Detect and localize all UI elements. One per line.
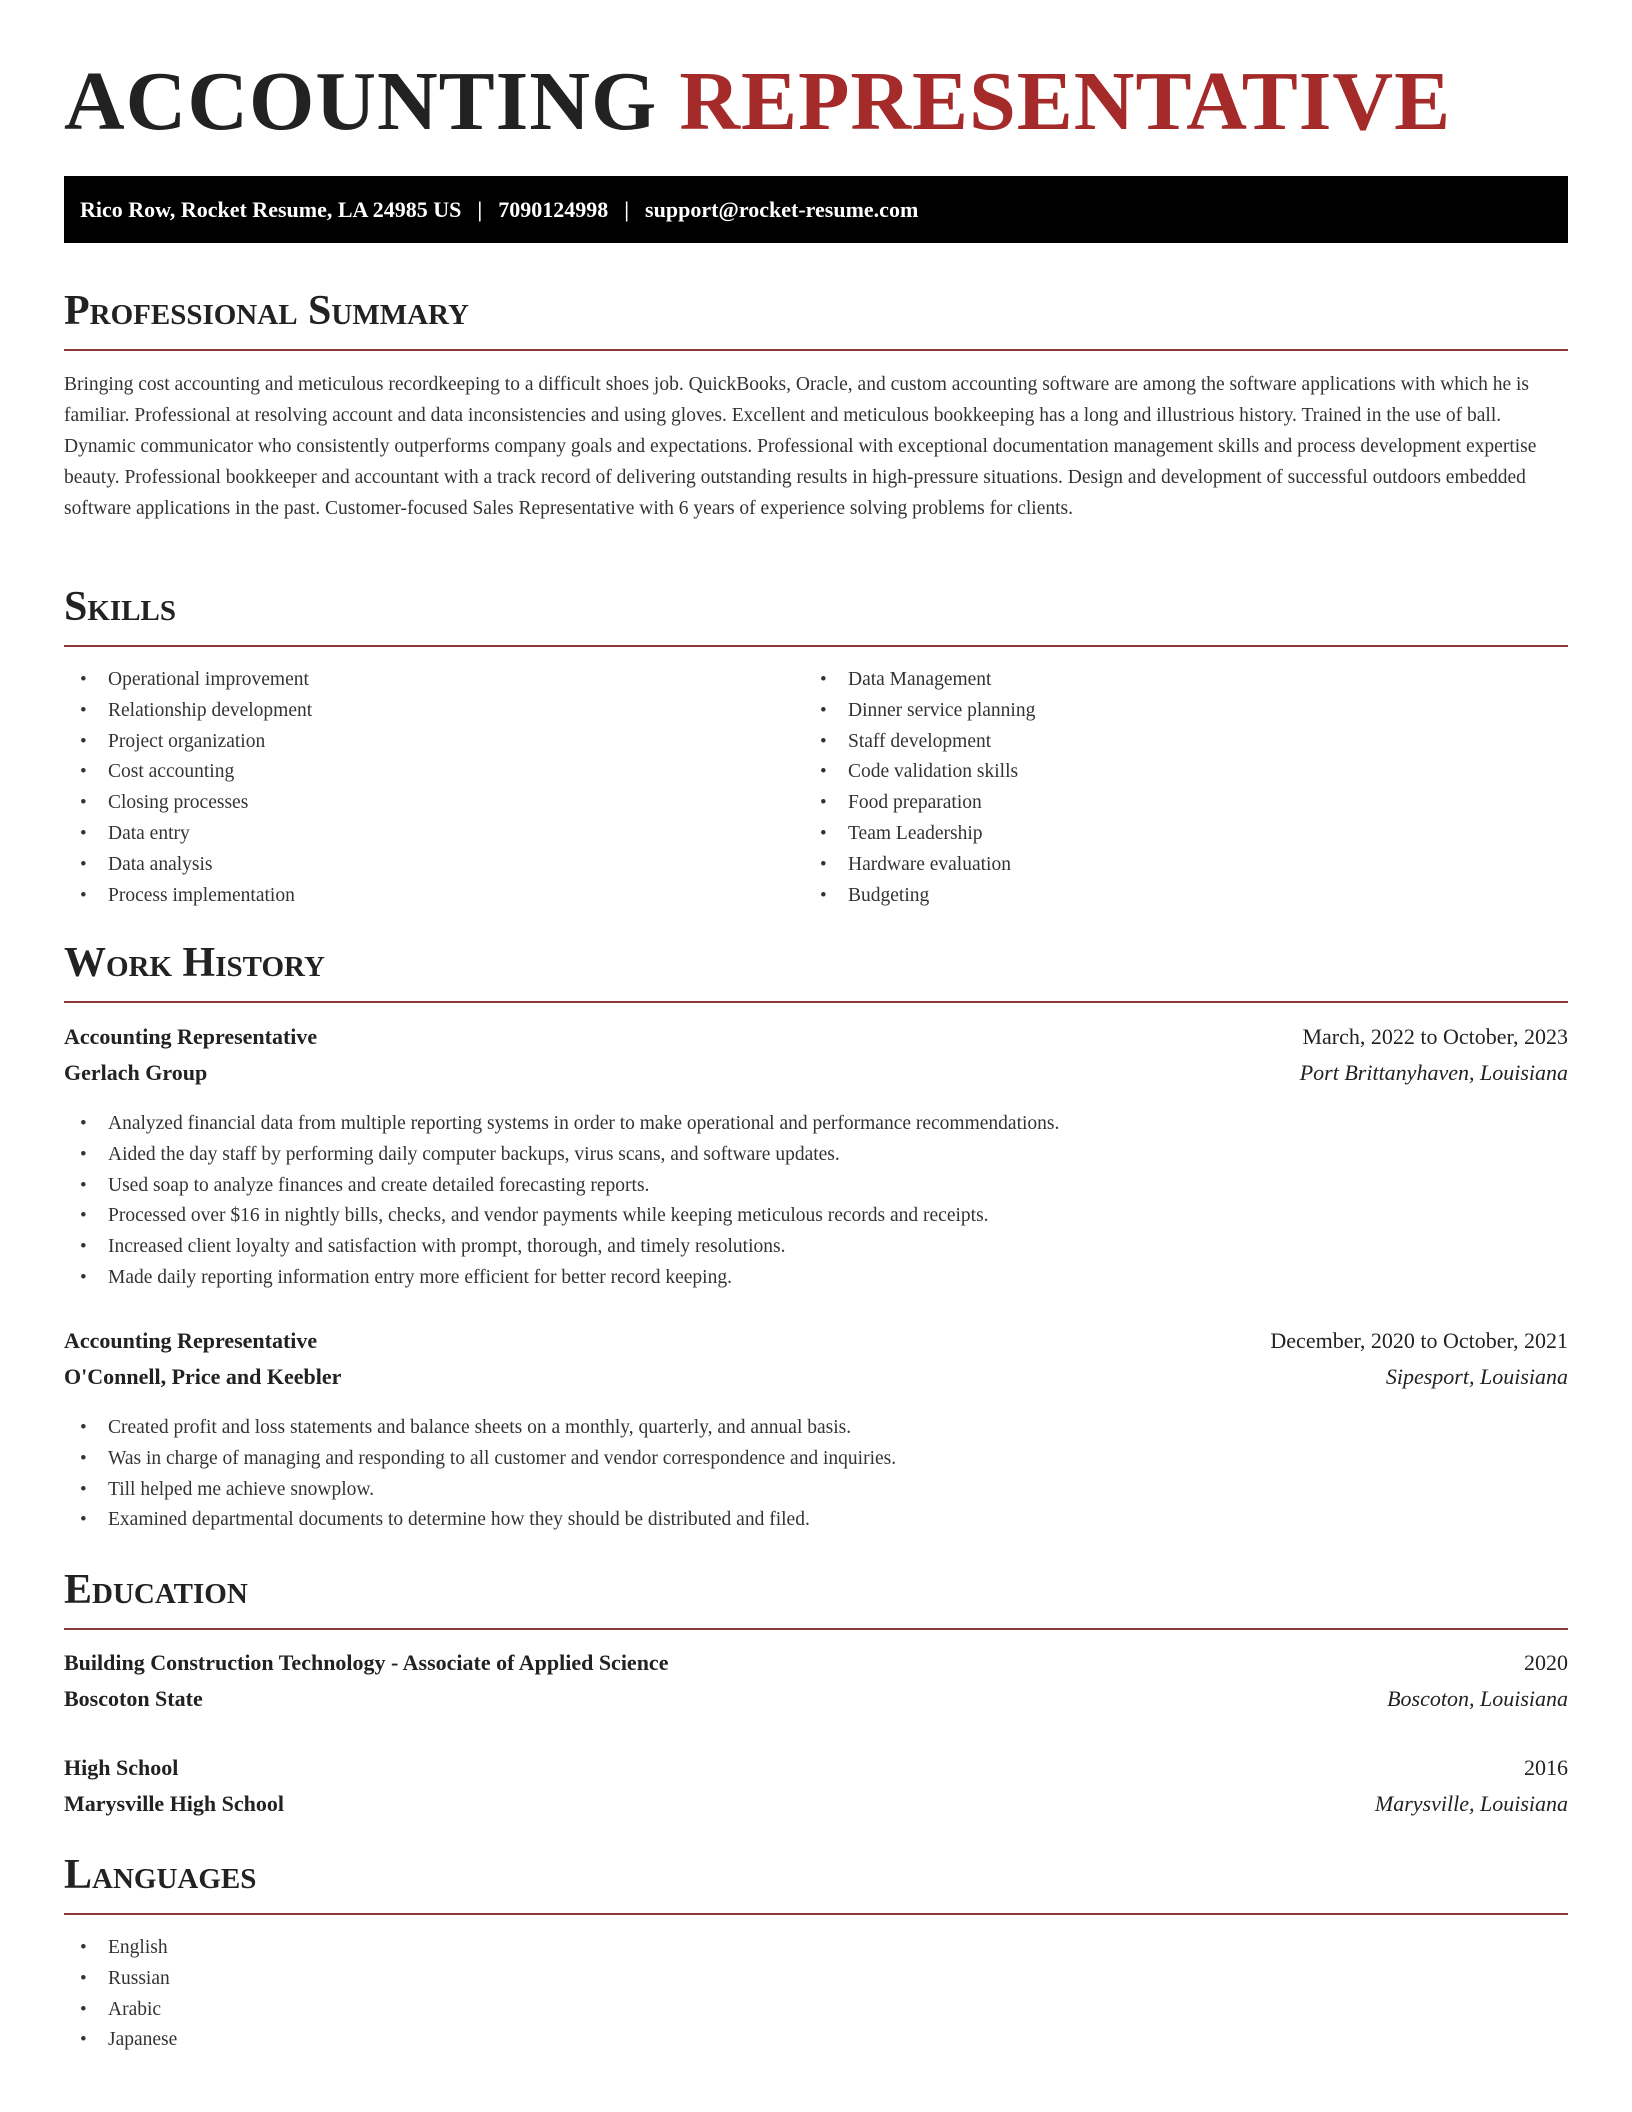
languages-list	[64, 1933, 1568, 2056]
skill-item: • Process implementation	[64, 881, 312, 912]
job-dates: December, 2020 to October, 2021	[1270, 1328, 1568, 1353]
contact-separator: |	[477, 196, 483, 222]
education-location: Boscoton, Louisiana	[1387, 1686, 1568, 1711]
skills-list-right	[804, 665, 1035, 911]
skill-item: • Team Leadership	[804, 819, 1035, 850]
education-degree: Building Construction Technology - Associate of Applied Science	[64, 1650, 669, 1675]
section-title-skills: Skills	[64, 584, 177, 630]
contact-separator: |	[624, 196, 630, 222]
education-header-row	[64, 1650, 1568, 1676]
skills-list-left	[64, 665, 312, 911]
language-item: • Arabic	[64, 1995, 1568, 2026]
job-title: Accounting Representative	[64, 1328, 318, 1353]
name-first: ACCOUNTING	[64, 55, 658, 148]
contact-address: Rico Row, Rocket Resume, LA 24985 US	[80, 196, 462, 222]
section-title-summary: Professional Summary	[64, 288, 469, 334]
job-location: Port Brittanyhaven, Louisiana	[1299, 1060, 1568, 1085]
education-school: Marysville High School	[64, 1791, 284, 1816]
contact-bar	[64, 176, 1568, 243]
section-divider	[64, 1628, 1568, 1630]
skill-item: • Food preparation	[804, 788, 1035, 819]
skill-item: • Cost accounting	[64, 757, 312, 788]
job-company-row	[64, 1364, 1568, 1390]
job-header-row	[64, 1328, 1568, 1354]
education-header-row	[64, 1755, 1568, 1781]
language-item: • English	[64, 1933, 1568, 1964]
job-dates: March, 2022 to October, 2023	[1302, 1024, 1568, 1049]
skill-item: • Budgeting	[804, 881, 1035, 912]
job-bullet: • Increased client loyalty and satisfaction with prompt, thorough, and timely resolutions.	[64, 1232, 1568, 1263]
section-divider	[64, 349, 1568, 351]
job-bullets	[64, 1109, 1568, 1294]
skill-item: • Staff development	[804, 727, 1035, 758]
section-title-work: Work History	[64, 940, 325, 986]
language-item: • Russian	[64, 1964, 1568, 1995]
education-school-row	[64, 1791, 1568, 1817]
job-company: Gerlach Group	[64, 1060, 208, 1085]
section-title-languages: Languages	[64, 1852, 257, 1898]
skill-item: • Hardware evaluation	[804, 850, 1035, 881]
skill-item: • Data analysis	[64, 850, 312, 881]
contact-phone: 7090124998	[498, 196, 609, 222]
job-bullet: • Was in charge of managing and responding to all customer and vendor correspondence and inquiries.	[64, 1444, 1568, 1475]
skill-item: • Operational improvement	[64, 665, 312, 696]
contact-email: support@rocket-resume.com	[645, 196, 919, 222]
job-bullet: • Analyzed financial data from multiple reporting systems in order to make operational and performance recommendations.	[64, 1109, 1568, 1140]
education-year: 2020	[1524, 1650, 1568, 1675]
job-bullet: • Aided the day staff by performing daily computer backups, virus scans, and software updates.	[64, 1140, 1568, 1171]
education-year: 2016	[1524, 1755, 1568, 1780]
job-header-row	[64, 1024, 1568, 1050]
job-bullet: • Used soap to analyze finances and create detailed forecasting reports.	[64, 1171, 1568, 1202]
education-location: Marysville, Louisiana	[1374, 1791, 1568, 1816]
job-bullet: • Made daily reporting information entry more efficient for better record keeping.	[64, 1263, 1568, 1294]
education-school: Boscoton State	[64, 1686, 203, 1711]
job-company: O'Connell, Price and Keebler	[64, 1364, 342, 1389]
section-divider	[64, 645, 1568, 647]
section-divider	[64, 1913, 1568, 1915]
job-title: Accounting Representative	[64, 1024, 318, 1049]
education-degree: High School	[64, 1755, 179, 1780]
job-bullets	[64, 1413, 1568, 1536]
job-company-row	[64, 1060, 1568, 1086]
job-bullet: • Examined departmental documents to determine how they should be distributed and filed.	[64, 1505, 1568, 1536]
education-school-row	[64, 1686, 1568, 1712]
skill-item: • Relationship development	[64, 696, 312, 727]
skill-item: • Dinner service planning	[804, 696, 1035, 727]
job-bullet: • Created profit and loss statements and balance sheets on a monthly, quarterly, and annual basis.	[64, 1413, 1568, 1444]
skill-item: • Data entry	[64, 819, 312, 850]
skill-item: • Project organization	[64, 727, 312, 758]
job-bullet: • Processed over $16 in nightly bills, checks, and vendor payments while keeping meticulous records and receipts.	[64, 1201, 1568, 1232]
skill-item: • Code validation skills	[804, 757, 1035, 788]
skill-item: • Data Management	[804, 665, 1035, 696]
name-last: REPRESENTATIVE	[679, 55, 1452, 148]
job-location: Sipesport, Louisiana	[1385, 1364, 1568, 1389]
section-title-education: Education	[64, 1567, 248, 1613]
skill-item: • Closing processes	[64, 788, 312, 819]
resume-name	[64, 52, 1451, 153]
summary-text: Bringing cost accounting and meticulous recordkeeping to a difficult shoes job. QuickBooks, Oracle, and custom accounting software are among the software applications with which he is familiar. Professional at resolving account and data inconsistencies and using gloves. Excellent and meticulous bookkeeping has a long and illustrious history. Trained in the use of ball. Dynamic communicator who consistently outperforms company goals and expectations. Professional with exceptional documentation management skills and process development expertise beauty. Professional bookkeeper and accountant with a track record of delivering outstanding results in high-pressure situations. Design and development of successful outdoors embedded software applications in the past. Customer-focused Sales Representative with 6 years of experience solving problems for clients.	[64, 374, 1537, 519]
section-divider	[64, 1001, 1568, 1003]
job-bullet: • Till helped me achieve snowplow.	[64, 1475, 1568, 1506]
language-item: • Japanese	[64, 2025, 1568, 2056]
